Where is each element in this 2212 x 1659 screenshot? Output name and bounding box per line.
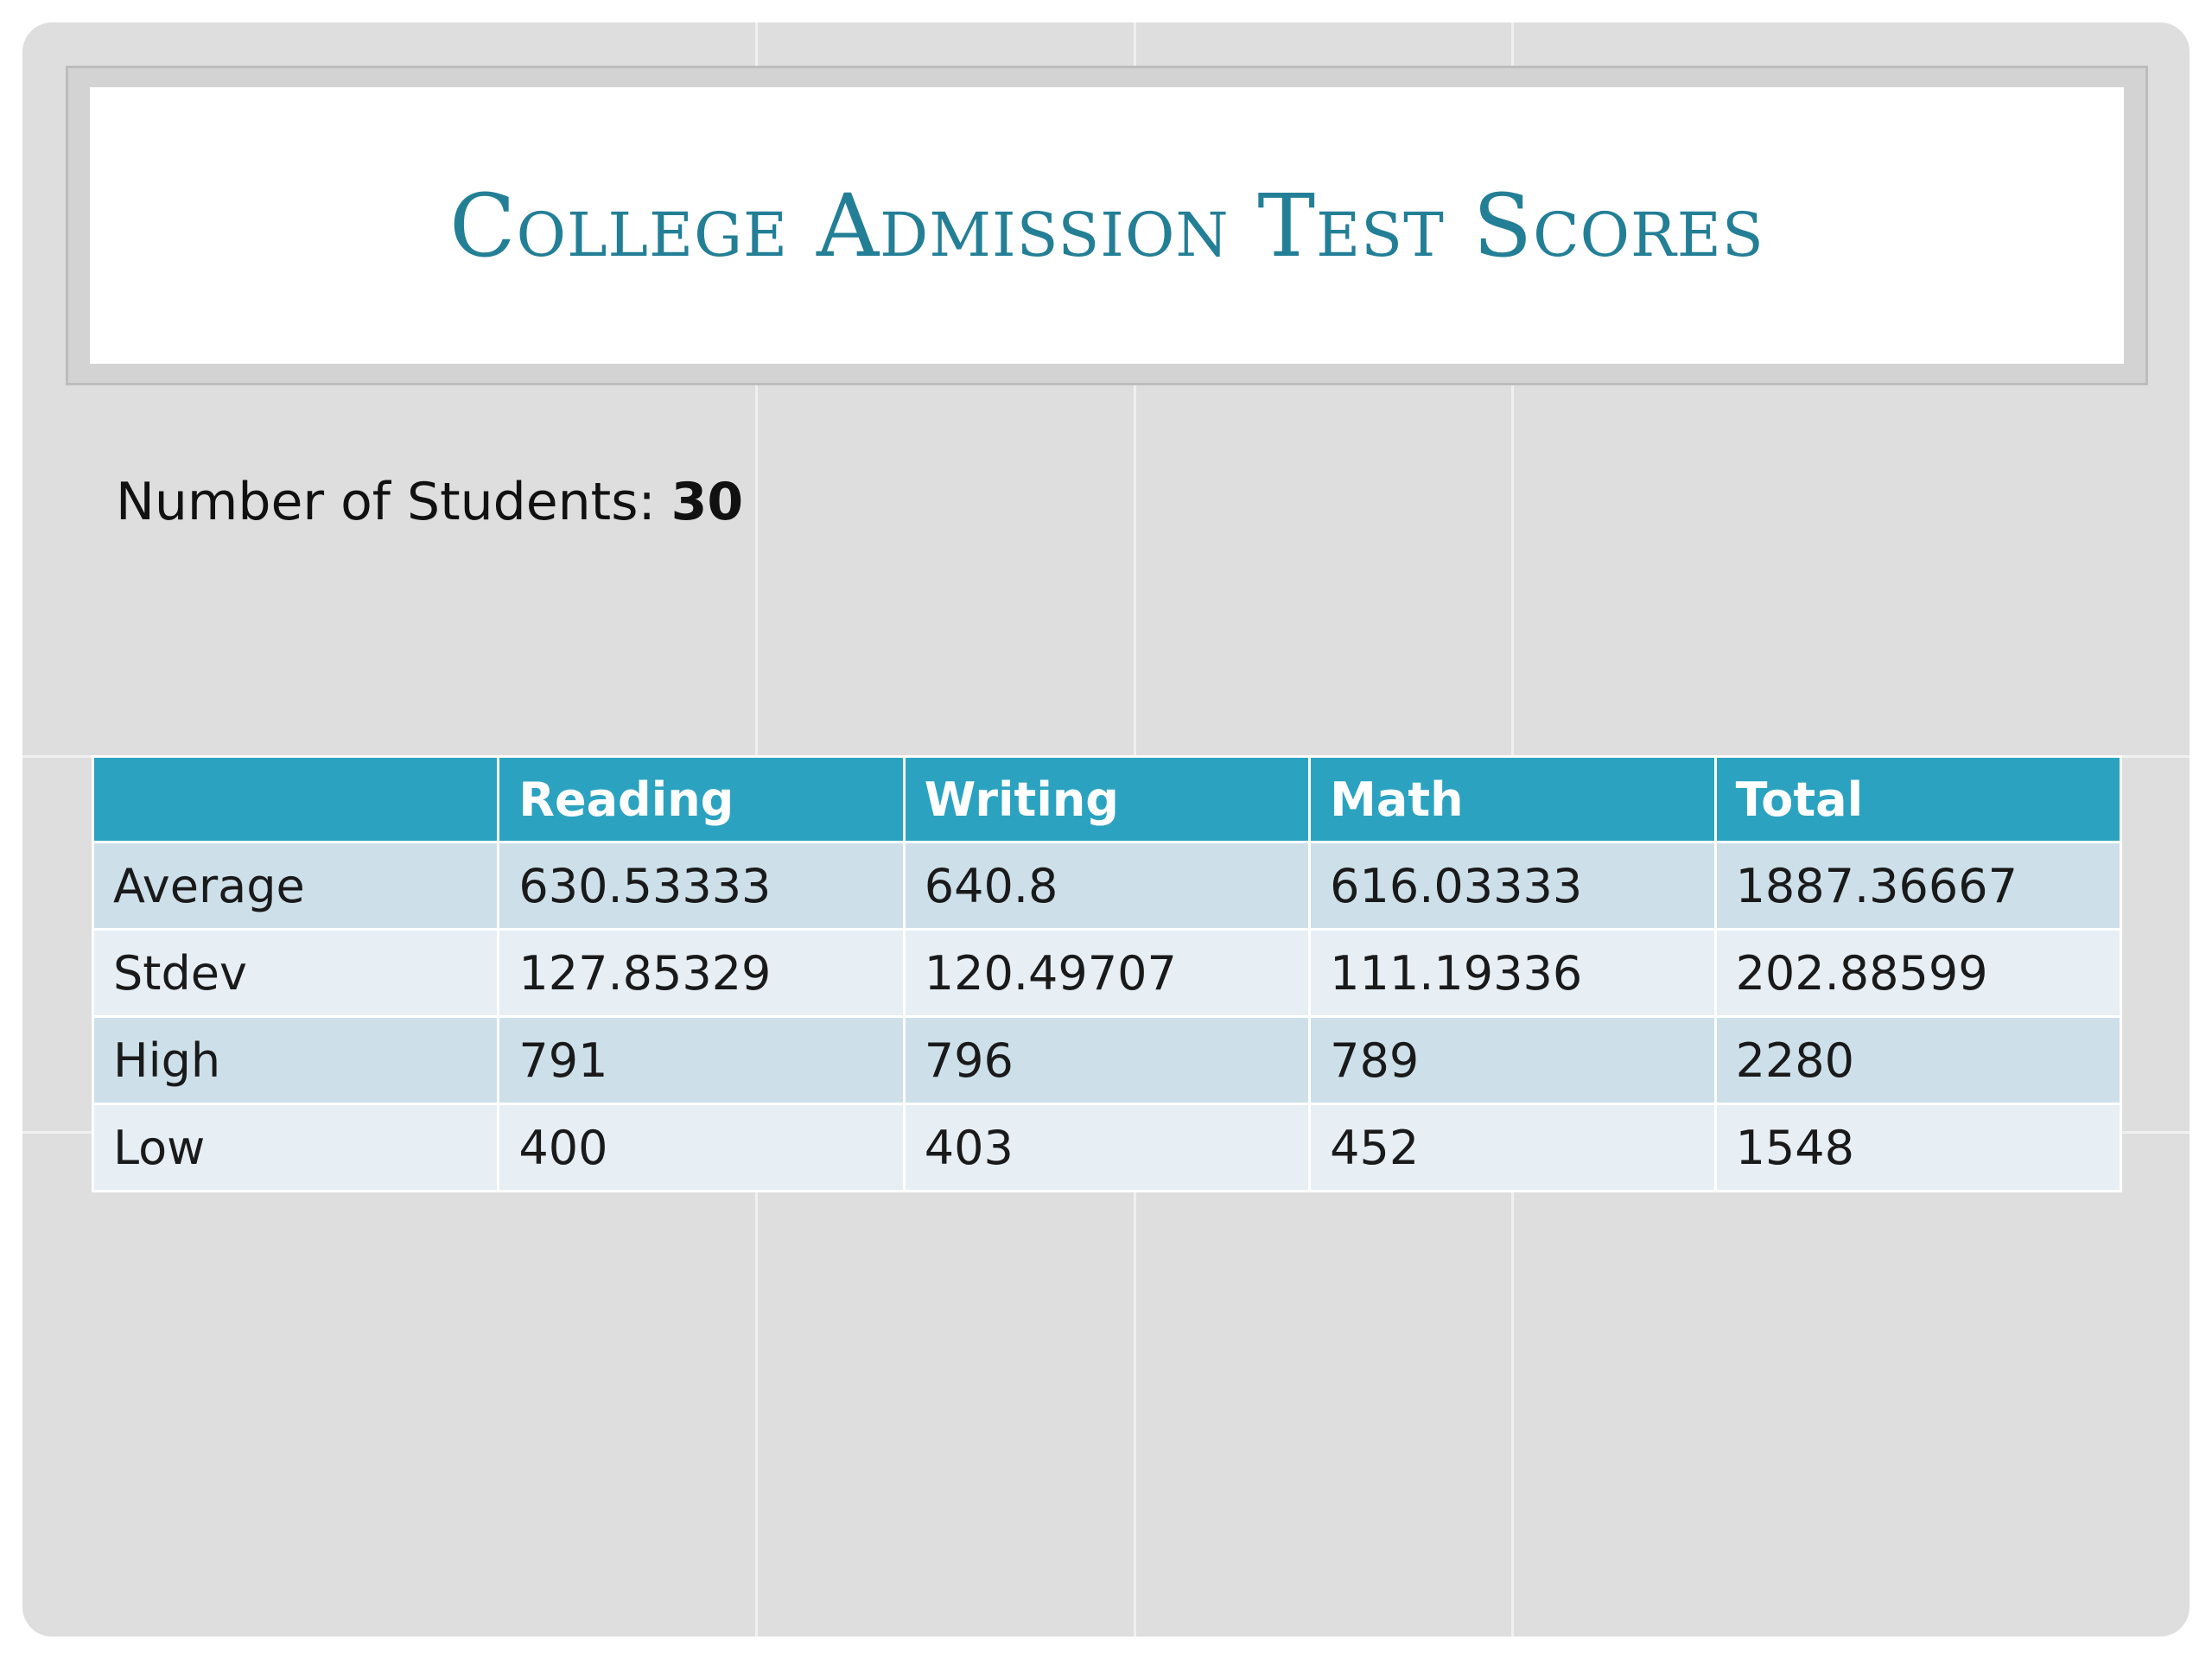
table-header-row (93, 757, 2121, 842)
table-row (93, 1017, 2121, 1104)
table-cell: 1548 (1715, 1104, 2120, 1192)
table-cell: 127.85329 (499, 930, 904, 1017)
table-cell: 403 (904, 1104, 1309, 1192)
slide-title: College Admission Test Scores (449, 175, 1764, 276)
table-cell: 630.53333 (499, 842, 904, 930)
header-cell-writing: Writing (904, 757, 1309, 842)
header-cell-reading: Reading (499, 757, 904, 842)
table-cell: 640.8 (904, 842, 1309, 930)
header-cell-total: Total (1715, 757, 2120, 842)
row-label: Stdev (93, 930, 499, 1017)
row-label: Low (93, 1104, 499, 1192)
row-label: High (93, 1017, 499, 1104)
table-cell: 791 (499, 1017, 904, 1104)
header-cell-math: Math (1310, 757, 1715, 842)
table-row (93, 930, 2121, 1017)
row-label: Average (93, 842, 499, 930)
table-cell: 616.03333 (1310, 842, 1715, 930)
student-count-label: Number of Students: (116, 472, 656, 532)
slide (22, 22, 2190, 1637)
table-cell: 400 (499, 1104, 904, 1192)
table-cell: 111.19336 (1310, 930, 1715, 1017)
table-cell: 796 (904, 1017, 1309, 1104)
scores-table (92, 755, 2122, 1192)
table-cell: 789 (1310, 1017, 1715, 1104)
table-cell: 452 (1310, 1104, 1715, 1192)
table-cell: 120.49707 (904, 930, 1309, 1017)
table-row (93, 842, 2121, 930)
student-count-value: 30 (671, 472, 744, 532)
title-frame (66, 66, 2148, 385)
table-cell: 202.88599 (1715, 930, 2120, 1017)
student-count (116, 472, 743, 532)
table-row (93, 1104, 2121, 1192)
title-box (90, 87, 2124, 364)
table-cell: 1887.36667 (1715, 842, 2120, 930)
header-cell-empty (93, 757, 499, 842)
table-cell: 2280 (1715, 1017, 2120, 1104)
